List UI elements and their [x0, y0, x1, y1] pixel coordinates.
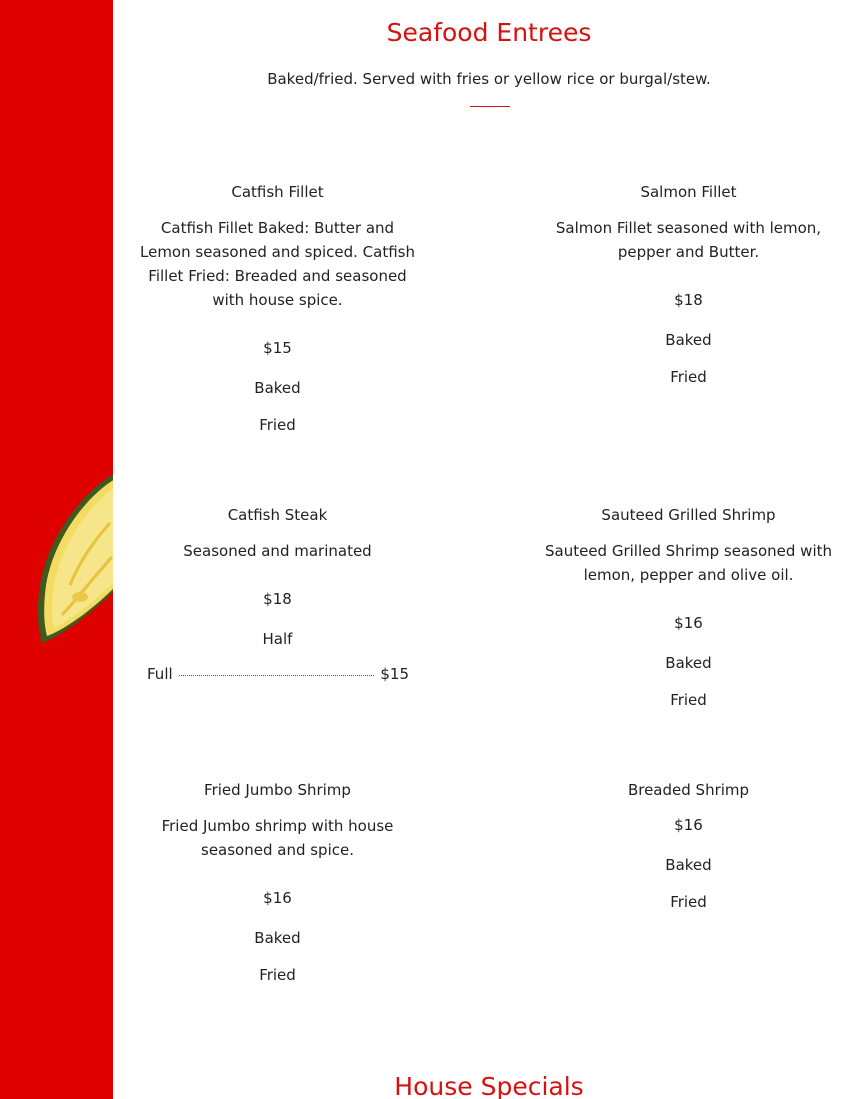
- item-description: Seasoned and marinated: [183, 542, 372, 560]
- item-description: Sauteed Grilled Shrimp seasoned with lemon, pepper and olive oil.: [545, 542, 832, 584]
- title-divider: [470, 106, 510, 107]
- item-price: $18: [674, 291, 703, 309]
- menu-item-catfish-steak: [134, 503, 421, 651]
- full-price-row: [147, 665, 409, 683]
- item-option: Fried: [259, 416, 296, 434]
- item-price: $15: [263, 339, 292, 357]
- item-description: Catfish Fillet Baked: Butter and Lemon seasoned and spiced. Catfish Fillet Fried: Breaded and seasoned with house spice.: [140, 219, 415, 309]
- item-option: Baked: [254, 379, 301, 397]
- leader-dots: [179, 675, 375, 676]
- menu-item-salmon-fillet: [544, 180, 833, 389]
- item-name: Fried Jumbo Shrimp: [204, 781, 351, 799]
- item-description: Fried Jumbo shrimp with house seasoned and spice.: [161, 817, 394, 859]
- item-option: Fried: [670, 691, 707, 709]
- item-description: Salmon Fillet seasoned with lemon, pepper and Butter.: [555, 219, 822, 261]
- item-price: $16: [263, 889, 292, 907]
- section-title: Seafood Entrees: [386, 18, 592, 47]
- section-subtitle: Baked/fried. Served with fries or yellow rice or burgal/stew.: [267, 70, 711, 88]
- full-label: Full: [147, 665, 173, 683]
- menu-content: [113, 0, 865, 1099]
- item-option: Fried: [670, 893, 707, 911]
- red-sidebar: [0, 0, 113, 1099]
- item-name: Catfish Fillet: [231, 183, 324, 201]
- item-option: Fried: [259, 966, 296, 984]
- item-option: Half: [262, 630, 293, 648]
- item-option: Baked: [665, 331, 712, 349]
- item-name: Catfish Steak: [227, 506, 328, 524]
- item-price: $18: [263, 590, 292, 608]
- item-price: $16: [674, 614, 703, 632]
- item-name: Breaded Shrimp: [627, 781, 750, 799]
- menu-item-catfish-fillet: [134, 180, 421, 437]
- full-price: $15: [380, 665, 409, 683]
- item-option: Baked: [254, 929, 301, 947]
- item-option: Baked: [665, 856, 712, 874]
- item-price: $16: [674, 816, 703, 834]
- menu-item-breaded-shrimp: [544, 778, 833, 914]
- menu-item-sauteed-grilled-shrimp: [544, 503, 833, 712]
- item-option: Baked: [665, 654, 712, 672]
- item-name: Salmon Fillet: [640, 183, 737, 201]
- item-option: Fried: [670, 368, 707, 386]
- lemon-wedge-image: [30, 465, 113, 650]
- next-section-title: House Specials: [394, 1072, 584, 1099]
- menu-item-fried-jumbo-shrimp: [134, 778, 421, 987]
- item-name: Sauteed Grilled Shrimp: [601, 506, 776, 524]
